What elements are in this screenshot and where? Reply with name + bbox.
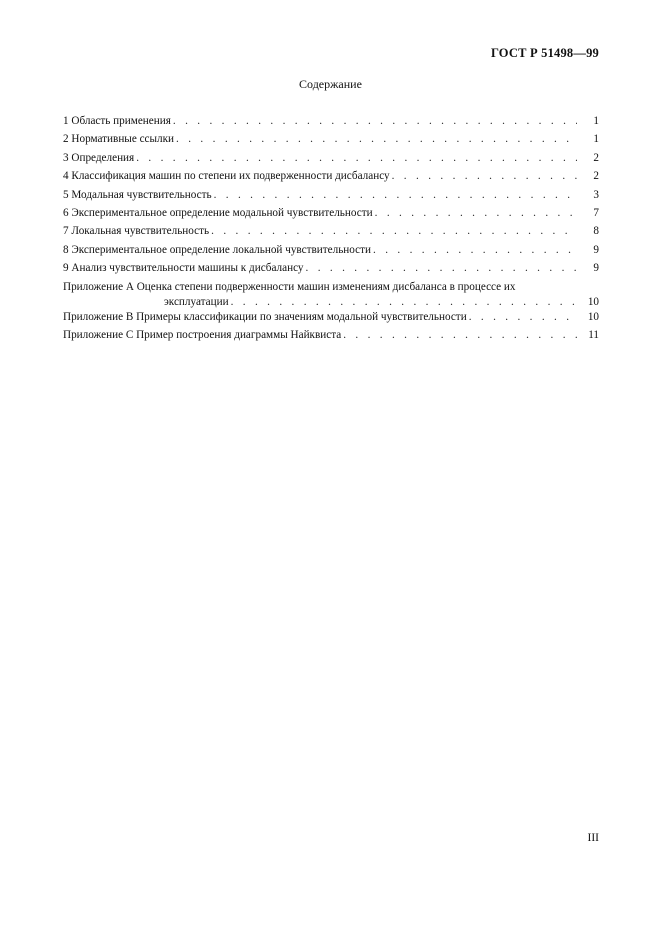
toc-entry-label: 3 Определения <box>63 151 135 164</box>
toc-entry-page: 9 <box>593 243 599 256</box>
toc-entry-label: 5 Модальная чувствительность <box>63 188 212 201</box>
toc-entry-page: 7 <box>593 206 599 219</box>
toc-entry-label: 1 Область применения <box>63 115 171 127</box>
toc-entry <box>63 243 599 261</box>
toc-entry-label: Приложение С Пример построения диаграммы Найквиста <box>63 328 342 341</box>
toc-leader <box>176 132 577 146</box>
toc-entry-page: 2 <box>593 151 599 164</box>
toc-leader <box>211 224 577 238</box>
toc-entry <box>63 188 599 206</box>
toc-leader <box>136 151 577 165</box>
toc-entry-label: 8 Экспериментальное определение локальной чувствительности <box>63 243 372 256</box>
toc-entry <box>63 151 599 169</box>
toc-entry-page: 1 <box>593 133 599 146</box>
toc-leader <box>392 169 577 183</box>
toc-entry-label: 6 Экспериментальное определение модальной чувствительности <box>63 206 373 219</box>
toc-entry <box>63 169 599 187</box>
toc-entry-page: 3 <box>593 188 599 201</box>
toc-entry <box>63 224 599 242</box>
toc-entry-label: 7 Локальная чувствительность <box>63 225 210 238</box>
toc-entry <box>63 132 599 150</box>
toc-entry-page: 9 <box>593 262 599 275</box>
toc-entry-label: 4 Классификация машин по степени их подверженности дисбалансу <box>63 170 390 183</box>
toc-entry-label: 9 Анализ чувствительности машины к дисбалансу <box>63 262 304 275</box>
toc-entry <box>63 261 599 279</box>
toc-entry-appendix-b <box>63 310 599 328</box>
toc-entry-page: 10 <box>587 295 599 308</box>
toc-entry-label: Приложение А Оценка степени подверженности машин изменениям дисбаланса в процессе их <box>63 280 516 293</box>
table-of-contents <box>63 114 599 346</box>
toc-entry-label: 2 Нормативные ссылки <box>63 133 175 146</box>
toc-entry-page: 2 <box>593 170 599 183</box>
toc-entry-label: Приложение В Примеры классификации по значениям модальной чувствительности <box>63 310 467 323</box>
toc-entry-page: 10 <box>587 310 599 323</box>
toc-leader <box>343 328 577 342</box>
toc-entry <box>63 114 599 132</box>
toc-entry-appendix-a <box>63 280 599 310</box>
toc-leader <box>306 261 578 275</box>
document-designation: ГОСТ Р 51498—99 <box>490 46 599 60</box>
toc-leader <box>214 188 577 202</box>
page-title: Содержание <box>299 77 362 91</box>
toc-entry-page: 1 <box>593 115 599 127</box>
toc-entry-appendix-c <box>63 328 599 346</box>
toc-entry-page: 11 <box>588 328 599 341</box>
page-number: III <box>587 832 599 844</box>
toc-leader <box>469 310 577 324</box>
toc-leader <box>375 206 577 220</box>
toc-leader <box>231 295 577 309</box>
toc-leader <box>373 243 577 257</box>
toc-entry-label-continuation: эксплуатации <box>164 295 229 308</box>
toc-entry-page: 8 <box>593 225 599 238</box>
toc-leader <box>173 114 577 128</box>
toc-entry <box>63 206 599 224</box>
